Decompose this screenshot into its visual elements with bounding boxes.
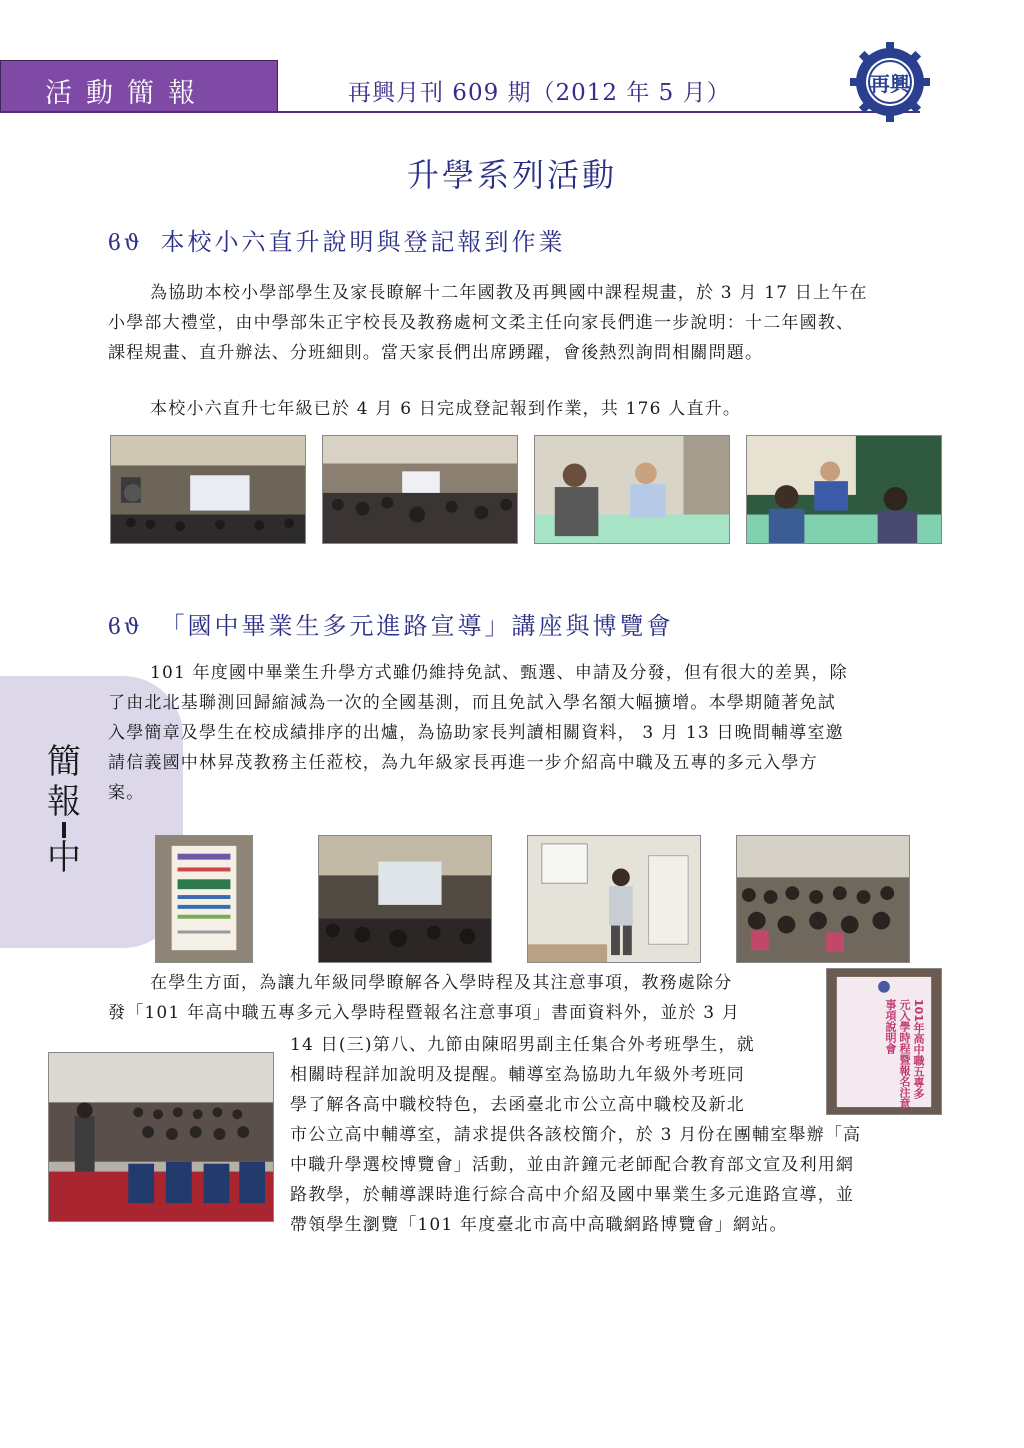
text-line: 為協助本校小學部學生及家長瞭解十二年國教及再興國中課程規畫，於 3 月 17 日上午在 [150, 283, 868, 303]
photo-registration [746, 435, 942, 544]
section-tab [0, 60, 278, 112]
paragraph [290, 1030, 810, 1120]
text-line: 市公立高中輔導室，請求提供各該校簡介，於 3 月份在團輔室舉辦「高 [290, 1125, 862, 1145]
text-line: 14 日(三)第八、九節由陳昭男副主任集合外考班學生，就 [290, 1035, 755, 1055]
bullet-icon: ϐϑ [108, 615, 143, 640]
school-logo [850, 42, 930, 122]
section-heading [108, 606, 674, 641]
text-line: 在學生方面，為讓九年級同學瞭解各入學時程及其注意事項，教務處除分 [150, 973, 733, 993]
text-line: 學了解各高中職校特色，去函臺北市公立高中職校及新北 [290, 1095, 745, 1115]
photo-parents-audience [736, 835, 910, 963]
photo-lecture-poster [155, 835, 253, 963]
text-line: 發「101 年高中職五專多元入學時程暨報名注意事項」書面資料外，並於 3 月 [108, 1003, 741, 1023]
logo-text: 再興 [870, 72, 910, 96]
header-divider [0, 111, 920, 113]
text-line: 請信義國中林昇茂教務主任蒞校，為九年級家長再進一步介紹高中職及五專的多元入學方 [108, 753, 818, 773]
bullet-icon: ϐϑ [108, 231, 143, 256]
photo-auditorium-stage [110, 435, 306, 544]
section-tab-label: 活動簡報 [45, 78, 209, 109]
text-line: 路教學，於輔導課時進行綜合高中介紹及國中畢業生多元進路宣導，並 [290, 1185, 855, 1205]
issue-label: 再興月刊 609 期（2012 年 5 月） [348, 80, 731, 106]
photo-students-lecture [48, 1052, 274, 1222]
text-line: 課程規畫、直升辦法、分班細則。當天家長們出席踴躍，會後熱烈詢問相關問題。 [108, 343, 764, 363]
text-line: 101 年度國中畢業生升學方式雖仍維持免試、甄選、申請及分發，但有很大的差異，除 [150, 663, 848, 683]
text-line: 中職升學選校博覽會」活動，並由許鐘元老師配合教育部文宣及利用網 [290, 1155, 855, 1175]
photo-parent-consult [534, 435, 730, 544]
photo-audience [322, 435, 518, 544]
text-line: 小學部大禮堂，由中學部朱正宇校長及教務處柯文柔主任向家長們進一步說明：十二年國教、 [108, 313, 855, 333]
text-line: 入學簡章及學生在校成績排序的出爐，為協助家長判讀相關資料， 3 月 13 日晚間輔導室邀 [108, 723, 844, 743]
paragraph: 本校小六直升七年級已於 4 月 6 日完成登記報到作業，共 176 人直升。 [150, 399, 742, 419]
side-index-divider [62, 822, 66, 838]
page-title: 升學系列活動 [406, 156, 617, 194]
section-heading [108, 222, 566, 257]
side-char: 簡 [47, 742, 81, 782]
photo-schedule-poster [826, 968, 942, 1115]
section-heading-text: 「國中畢業生多元進路宣導」講座與博覽會 [160, 612, 674, 640]
poster-title: 101年高中職五專多元入學時程暨報名注意事項說明會 [884, 999, 925, 1109]
side-char: 報 [47, 782, 81, 822]
paragraph [108, 658, 938, 808]
side-index-label [42, 742, 86, 878]
text-line: 相關時程詳加說明及提醒。輔導室為協助九年級外考班同 [290, 1065, 745, 1085]
text-line: 帶領學生瀏覽「101 年度臺北市高中高職網路博覽會」網站。 [290, 1215, 788, 1235]
photo-speaker [527, 835, 701, 963]
text-line: 了由北北基聯測回歸縮減為一次的全國基測，而且免試入學名額大幅擴增。本學期隨著免試 [108, 693, 836, 713]
text-line: 案。 [108, 783, 145, 803]
paragraph [290, 1120, 940, 1240]
paragraph [108, 278, 948, 368]
photo-lecture-hall [318, 835, 492, 963]
paragraph [108, 968, 828, 1028]
section-heading-text: 本校小六直升說明與登記報到作業 [160, 228, 566, 256]
side-char: 中 [47, 838, 81, 878]
